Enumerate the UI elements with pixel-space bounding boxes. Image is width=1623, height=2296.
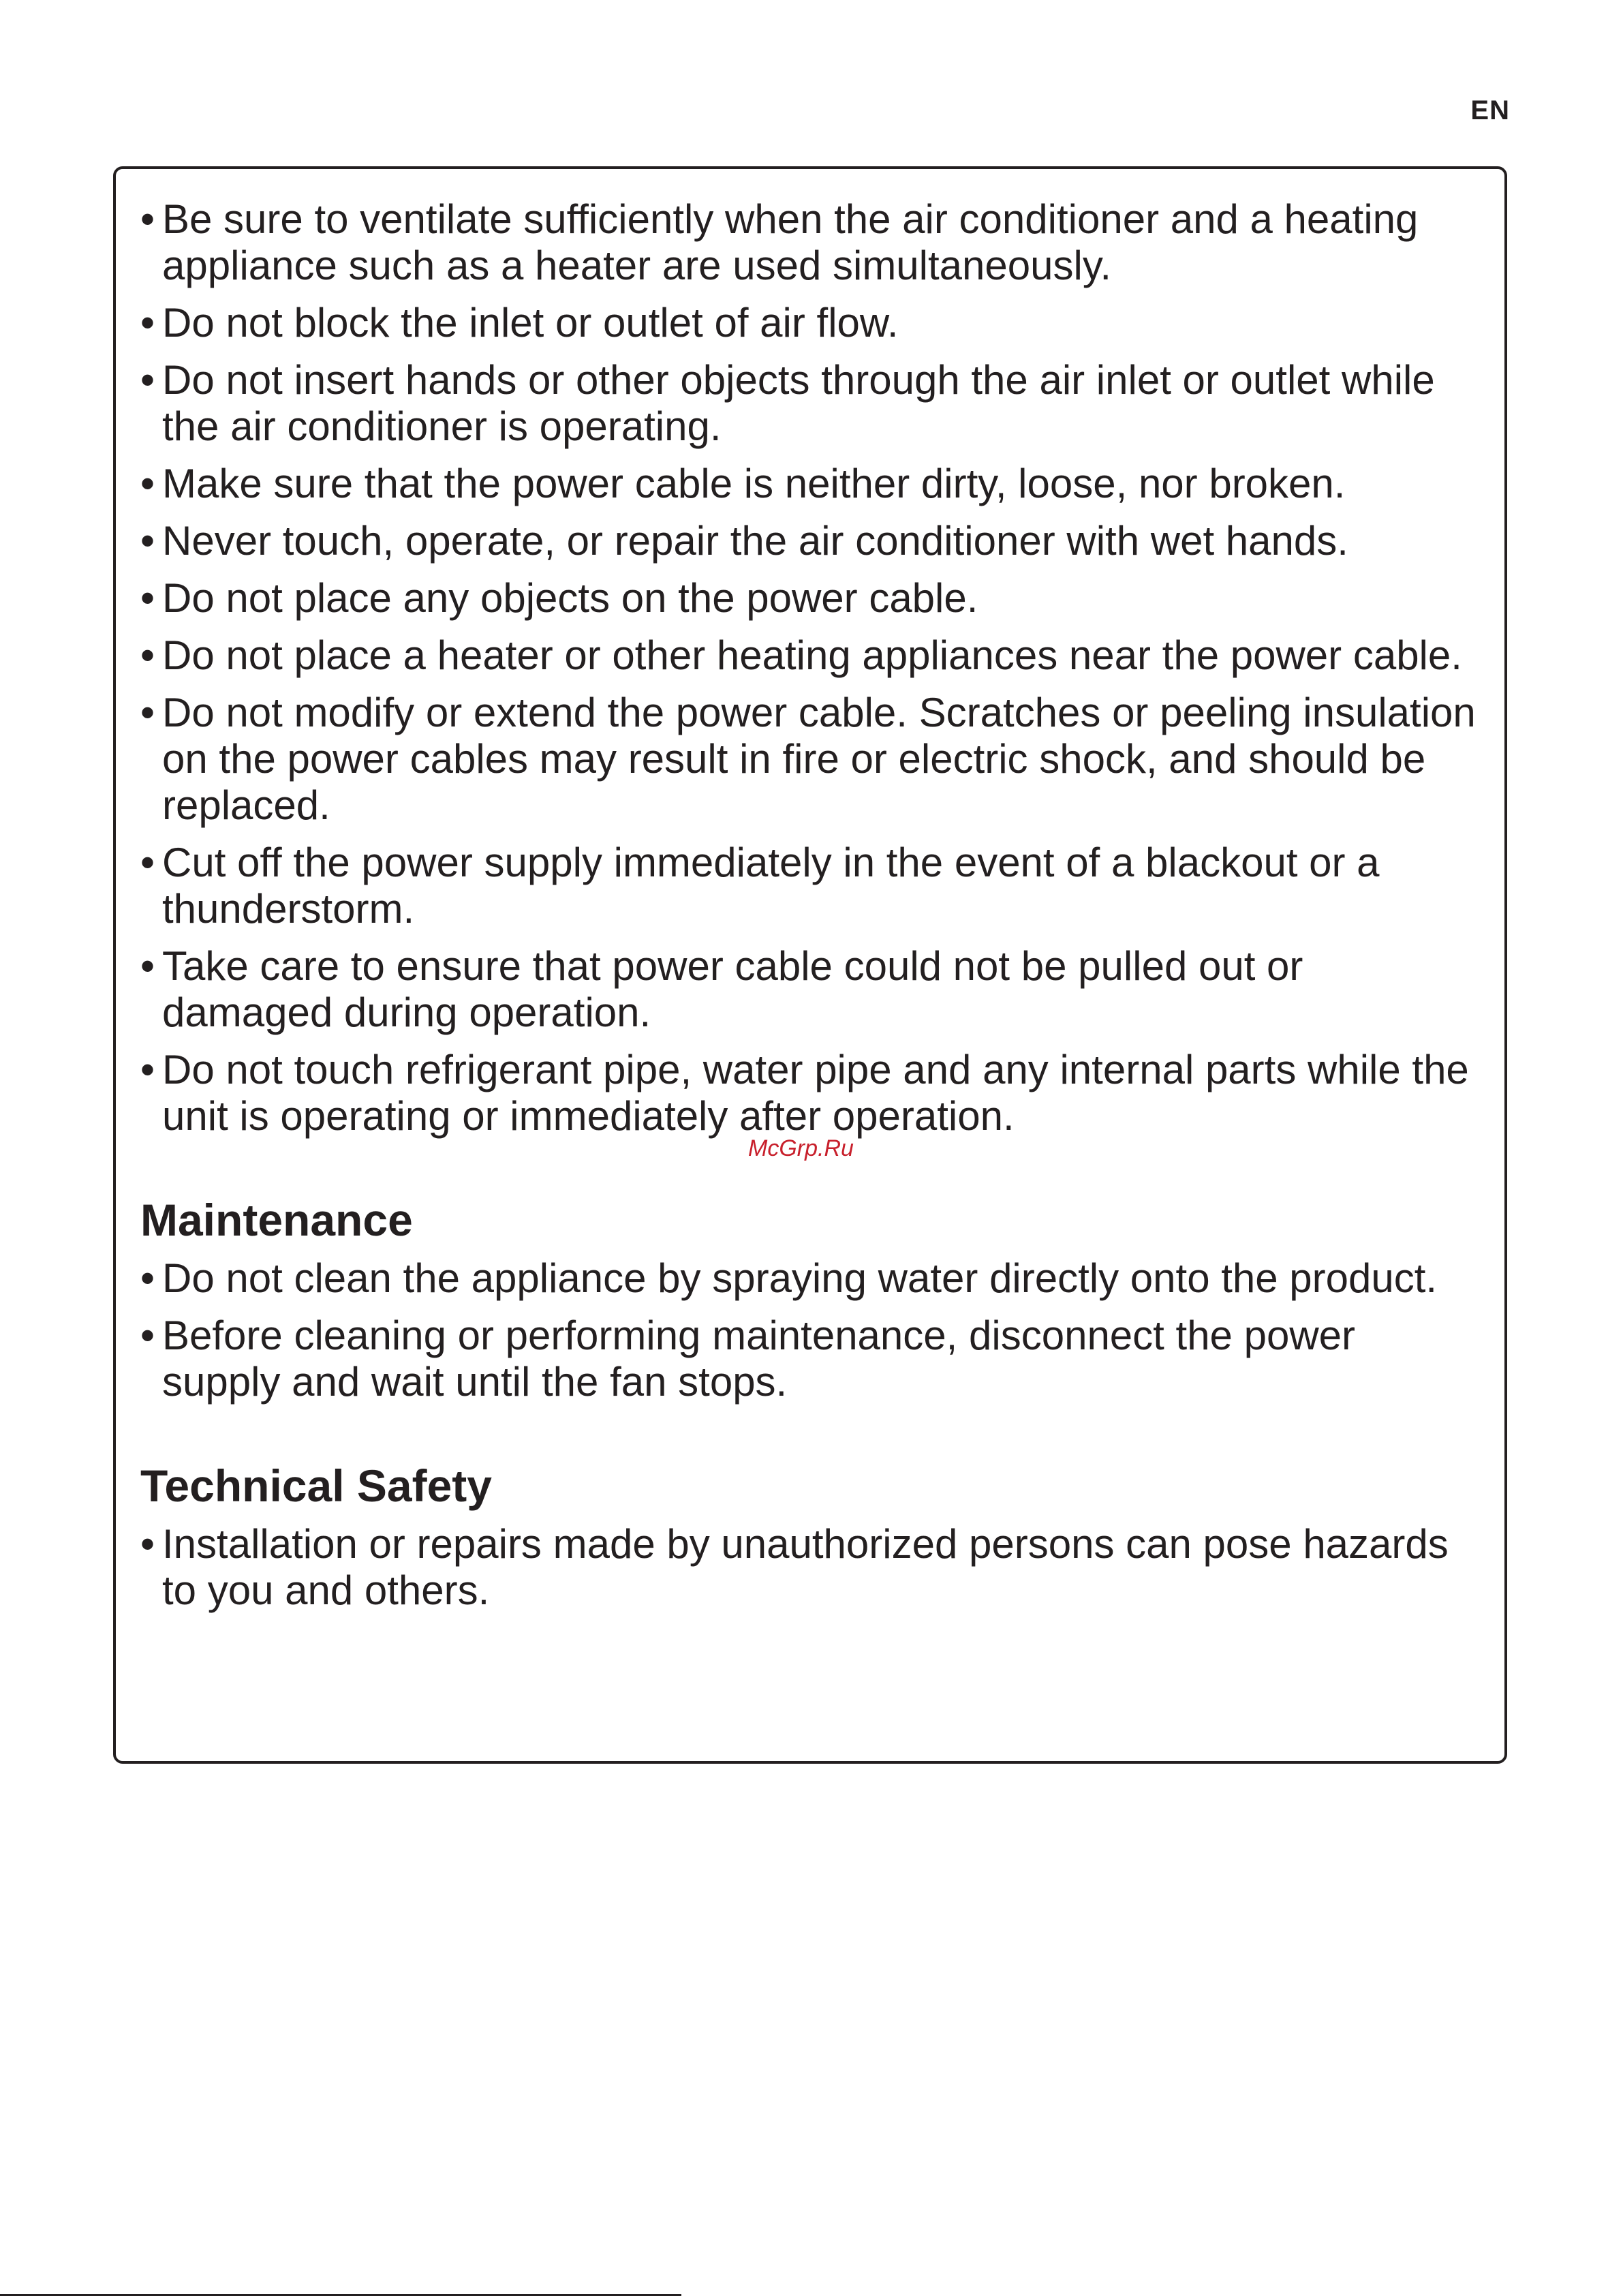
- list-item: [140, 943, 1480, 1036]
- list-item-text: Do not touch refrigerant pipe, water pipe and any internal parts while the unit is operating or immediately after operation.: [162, 1047, 1469, 1139]
- language-tag: EN: [1470, 95, 1510, 125]
- list-item: [140, 196, 1480, 289]
- list-item-text: Before cleaning or performing maintenance, disconnect the power supply and wait until the fan stops.: [162, 1313, 1356, 1405]
- bullet-icon: •: [140, 300, 155, 346]
- list-item: [140, 300, 1480, 346]
- bullet-icon: •: [140, 196, 155, 242]
- list-item-text: Do not block the inlet or outlet of air flow.: [162, 300, 899, 346]
- list-item: [140, 357, 1480, 450]
- bullet-icon: •: [140, 518, 155, 564]
- list-item-text: Be sure to ventilate sufficiently when the air conditioner and a heating appliance such as a heater are used simultaneously.: [162, 196, 1419, 288]
- list-item-text: Do not place any objects on the power cable.: [162, 575, 978, 621]
- maintenance-heading: Maintenance: [140, 1195, 413, 1245]
- bullet-icon: •: [140, 690, 155, 735]
- bullet-icon: •: [140, 1521, 155, 1567]
- list-item: [140, 1521, 1480, 1614]
- technical-safety-heading: Technical Safety: [140, 1460, 492, 1511]
- list-item: [140, 1255, 1480, 1302]
- list-item-text: Do not modify or extend the power cable. Scratches or peeling insulation on the power cables may result in fire or electric shock, and should be replaced.: [162, 690, 1476, 828]
- list-item-text: Cut off the power supply immediately in the event of a blackout or a thunderstorm.: [162, 840, 1380, 932]
- list-item: [140, 632, 1480, 679]
- maintenance-list: [140, 1255, 1480, 1405]
- bullet-icon: •: [140, 1047, 155, 1092]
- list-item-text: Installation or repairs made by unauthorized persons can pose hazards to you and others.: [162, 1521, 1449, 1613]
- bullet-icon: •: [140, 575, 155, 621]
- list-item: [140, 1313, 1480, 1405]
- bullet-icon: •: [140, 632, 155, 678]
- bullet-icon: •: [140, 1255, 155, 1301]
- technical-safety-list: [140, 1521, 1480, 1614]
- bullet-icon: •: [140, 461, 155, 506]
- list-item: [140, 461, 1480, 507]
- watermark: McGrp.Ru: [748, 1135, 854, 1161]
- list-item: [140, 690, 1480, 829]
- bullet-icon: •: [140, 840, 155, 885]
- list-item-text: Take care to ensure that power cable could not be pulled out or damaged during operation.: [162, 943, 1303, 1035]
- safety-list: [140, 196, 1480, 1139]
- bullet-icon: •: [140, 357, 155, 403]
- list-item: [140, 518, 1480, 564]
- list-item-text: Do not insert hands or other objects through the air inlet or outlet while the air conditioner is operating.: [162, 357, 1435, 449]
- list-item-text: Make sure that the power cable is neither dirty, loose, nor broken.: [162, 461, 1346, 506]
- list-item: [140, 840, 1480, 932]
- safety-panel: [113, 166, 1507, 1764]
- list-item-text: Never touch, operate, or repair the air conditioner with wet hands.: [162, 518, 1348, 564]
- list-item-text: Do not clean the appliance by spraying water directly onto the product.: [162, 1255, 1438, 1301]
- list-item: [140, 1047, 1480, 1139]
- bullet-icon: •: [140, 943, 155, 989]
- bullet-icon: •: [140, 1313, 155, 1358]
- list-item-text: Do not place a heater or other heating appliances near the power cable.: [162, 632, 1462, 678]
- list-item: [140, 575, 1480, 622]
